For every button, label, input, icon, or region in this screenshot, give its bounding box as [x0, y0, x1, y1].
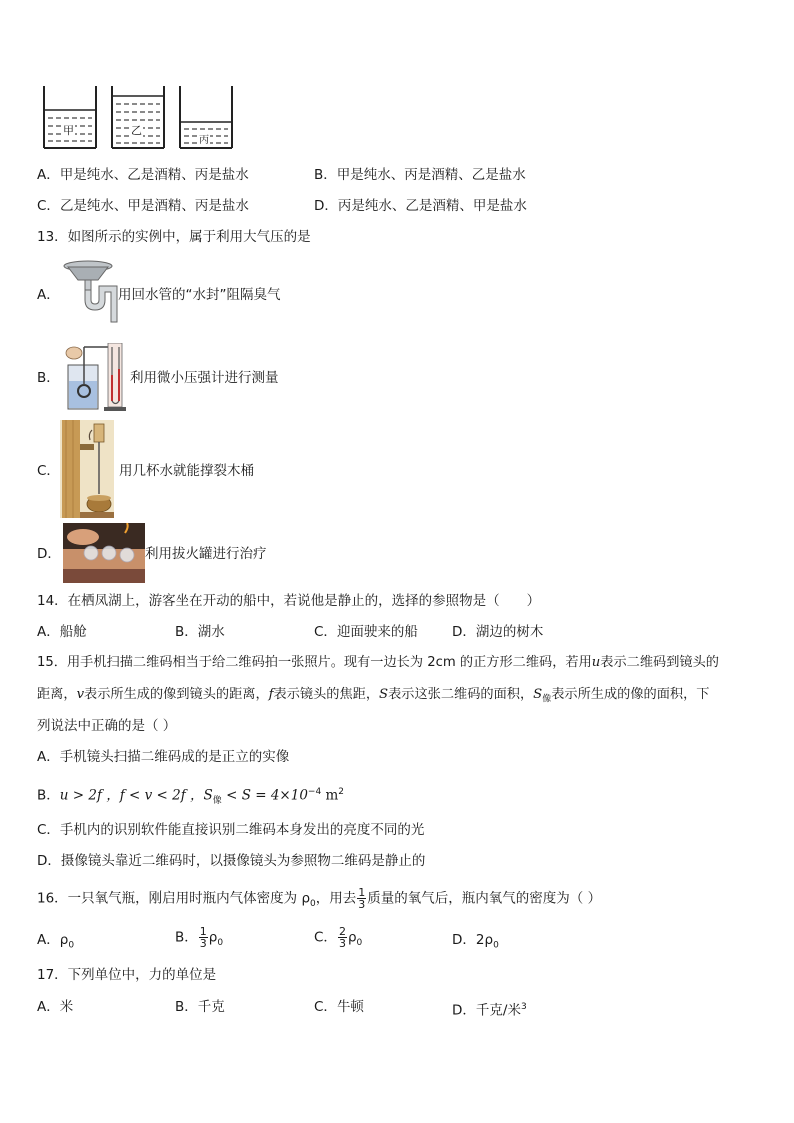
- q16-option-b-letter: B．: [175, 929, 198, 946]
- q16-option-b-sub: 0: [217, 938, 224, 949]
- q14-option-c[interactable]: [314, 623, 418, 641]
- q16-option-a[interactable]: [37, 931, 74, 955]
- q14-option-a-letter: A．: [37, 624, 60, 640]
- q16-option-c-letter: C．: [314, 929, 337, 946]
- q12-option-d[interactable]: [314, 197, 527, 215]
- q15-line2-part-e: 表示所生成的像的面积，下: [551, 687, 710, 702]
- q17-option-a-text: 米: [59, 999, 74, 1015]
- q13-option-d-text: 利用拔火罐进行治疗: [145, 546, 267, 562]
- q16-option-d[interactable]: [452, 931, 499, 955]
- q14-option-c-text: 迎面驶来的船: [336, 624, 418, 640]
- q13-option-b-letter[interactable]: B．: [37, 370, 60, 386]
- q15-option-b-letter: B．: [37, 787, 60, 804]
- sink-trap-image: [62, 258, 120, 324]
- pressure-gauge-image: [62, 343, 134, 413]
- q12-option-c-text: 乙是纯水、甲是酒精、丙是盐水: [59, 198, 249, 214]
- q17-option-c-letter: C．: [314, 999, 337, 1015]
- q14-option-b[interactable]: [175, 623, 225, 641]
- q15-line2-part-b: 表示所生成的像到镜头的距离，: [84, 687, 269, 702]
- q16-option-a-letter: A．: [37, 932, 60, 948]
- q15-var-u: u: [591, 655, 601, 670]
- q16-option-d-text: 2ρ: [475, 932, 494, 948]
- q17-stem: 17．下列单位中，力的单位是: [37, 967, 217, 983]
- beaker-yi: [112, 86, 164, 148]
- q17-option-c[interactable]: [314, 998, 364, 1016]
- q17-option-a[interactable]: [37, 998, 73, 1016]
- q12-option-a-text: 甲是纯水、乙是酒精、丙是盐水: [59, 167, 249, 183]
- q16-stem-fraction: [357, 887, 366, 910]
- q13-option-d-letter[interactable]: D．: [37, 546, 61, 562]
- q16-option-c-fraction: [338, 926, 347, 949]
- q17-option-c-text: 牛顿: [336, 999, 364, 1015]
- q16-option-b-den: 3: [199, 937, 207, 950]
- q14-stem: 14．在栖凤湖上，游客坐在开动的船中，若说他是静止的，选择的参照物是（ ）: [37, 593, 541, 609]
- q15-stem-line2: [37, 686, 709, 709]
- q16-option-c-sub: 0: [356, 938, 363, 949]
- beaker-label-bing: 丙: [198, 131, 210, 146]
- q15-option-b-exp: −4: [307, 787, 322, 797]
- q16-stem-part-c: 质量的氧气后，瓶内氧气的密度为（ ）: [367, 890, 602, 907]
- q14-option-b-letter: B．: [175, 624, 198, 640]
- q15-option-d[interactable]: D．摄像镜头靠近二维码时，以摄像镜头为参照物二维码是静止的: [37, 853, 426, 869]
- q14-option-b-text: 湖水: [197, 624, 225, 640]
- cupping-image: [63, 523, 145, 583]
- q15-line1-part-a: 15．用手机扫描二维码相当于给二维码拍一张照片。现有一边长为 2cm 的正方形二维码，若用: [37, 655, 592, 670]
- q15-line2-part-d: 表示这张二维码的面积，: [388, 687, 534, 702]
- q14-option-d[interactable]: [452, 623, 543, 641]
- q15-stem-line1: [37, 654, 719, 672]
- barrel-image: [60, 420, 114, 518]
- q17-option-a-letter: A．: [37, 999, 60, 1015]
- q14-option-a-text: 船舱: [59, 624, 87, 640]
- q12-option-c[interactable]: [37, 197, 249, 215]
- q16-stem-sub: 0: [310, 899, 316, 910]
- q16-option-c-num: 2: [338, 925, 346, 938]
- q13-option-c-text: 用几杯水就能撑裂木桶: [119, 463, 254, 479]
- q17-option-b-letter: B．: [175, 999, 198, 1015]
- q16-stem-frac-num: 1: [358, 886, 366, 899]
- q16-option-c-text: ρ: [347, 929, 357, 946]
- q15-sub-image: 像: [542, 694, 552, 705]
- q16-option-a-text: ρ: [59, 932, 69, 948]
- beaker-jia: [44, 86, 96, 148]
- q16-stem: [37, 887, 601, 913]
- q17-option-d-letter: D．: [452, 1002, 476, 1019]
- q12-option-c-letter: C．: [37, 198, 60, 214]
- q12-option-a-letter: A．: [37, 167, 60, 183]
- q15-var-S-image: S: [533, 687, 543, 702]
- q17-option-b-text: 千克: [197, 999, 225, 1015]
- q13-stem: 13．如图所示的实例中，属于利用大气压的是: [37, 229, 311, 245]
- q16-option-c-den: 3: [338, 937, 346, 950]
- q14-option-a[interactable]: [37, 623, 87, 641]
- q14-option-d-letter: D．: [452, 624, 476, 640]
- q15-line1-part-b: 表示二维码到镜头的: [600, 655, 719, 670]
- q12-option-a[interactable]: [37, 166, 249, 184]
- q12-option-d-letter: D．: [314, 198, 338, 214]
- q12-option-d-text: 丙是纯水、乙是酒精、甲是盐水: [337, 198, 527, 214]
- q15-option-b-unit: m: [321, 787, 339, 804]
- q16-option-d-letter: D．: [452, 932, 476, 948]
- beaker-label-jia: 甲: [63, 124, 74, 137]
- q12-option-b[interactable]: [314, 166, 526, 184]
- q15-line2-part-a: 距离，: [37, 687, 77, 702]
- q17-option-d-sup: 3: [520, 1002, 527, 1012]
- q14-option-d-text: 湖边的树木: [475, 624, 544, 640]
- q17-option-b[interactable]: [175, 998, 225, 1016]
- q16-stem-frac-den: 3: [358, 898, 366, 911]
- q15-var-f: f: [268, 687, 274, 702]
- q15-stem-line3: 列说法中正确的是（ ）: [37, 718, 177, 734]
- q16-stem-part-a: 16．一只氧气瓶，刚启用时瓶内气体密度为 ρ: [37, 890, 311, 907]
- q15-option-b-math: u > 2f ，f < v < 2f ，S: [59, 787, 213, 804]
- q15-var-v: v: [76, 687, 85, 702]
- q13-option-c-letter[interactable]: C．: [37, 463, 60, 479]
- q12-option-b-text: 甲是纯水、丙是酒精、乙是盐水: [336, 167, 526, 183]
- beaker-label-yi: 乙: [131, 124, 142, 137]
- q16-option-a-sub: 0: [68, 940, 75, 951]
- q16-option-d-sub: 0: [493, 940, 499, 951]
- q16-option-b-text: ρ: [208, 929, 218, 946]
- q15-line2-part-c: 表示镜头的焦距，: [273, 687, 380, 702]
- q16-option-b-num: 1: [199, 925, 207, 938]
- q12-option-b-letter: B．: [314, 167, 337, 183]
- q15-var-S: S: [379, 687, 389, 702]
- q15-option-b-math2: < S = 4×10: [221, 787, 308, 804]
- q16-option-b-fraction: [199, 926, 208, 949]
- q13-option-a-letter[interactable]: A．: [37, 287, 60, 303]
- q17-option-d[interactable]: [452, 998, 527, 1020]
- q16-option-b[interactable]: [175, 926, 223, 952]
- q17-option-d-text: 千克/米: [475, 1002, 521, 1019]
- q13-option-b-text: 利用微小压强计进行测量: [130, 370, 279, 386]
- q16-option-c[interactable]: [314, 926, 362, 952]
- q15-option-c[interactable]: C．手机内的识别软件能直接识别二维码本身发出的亮度不同的光: [37, 822, 425, 838]
- q15-option-b[interactable]: [37, 783, 344, 810]
- q15-option-a[interactable]: A．手机镜头扫描二维码成的是正立的实像: [37, 749, 290, 765]
- q13-option-a-text: 用回水管的“水封”阻隔臭气: [118, 287, 281, 303]
- beakers-figure: [40, 82, 240, 152]
- q15-option-b-unit-exp: 2: [338, 787, 345, 797]
- q14-option-c-letter: C．: [314, 624, 337, 640]
- q16-stem-part-b: ，用去: [315, 890, 357, 907]
- q15-option-b-sub: 像: [212, 796, 222, 807]
